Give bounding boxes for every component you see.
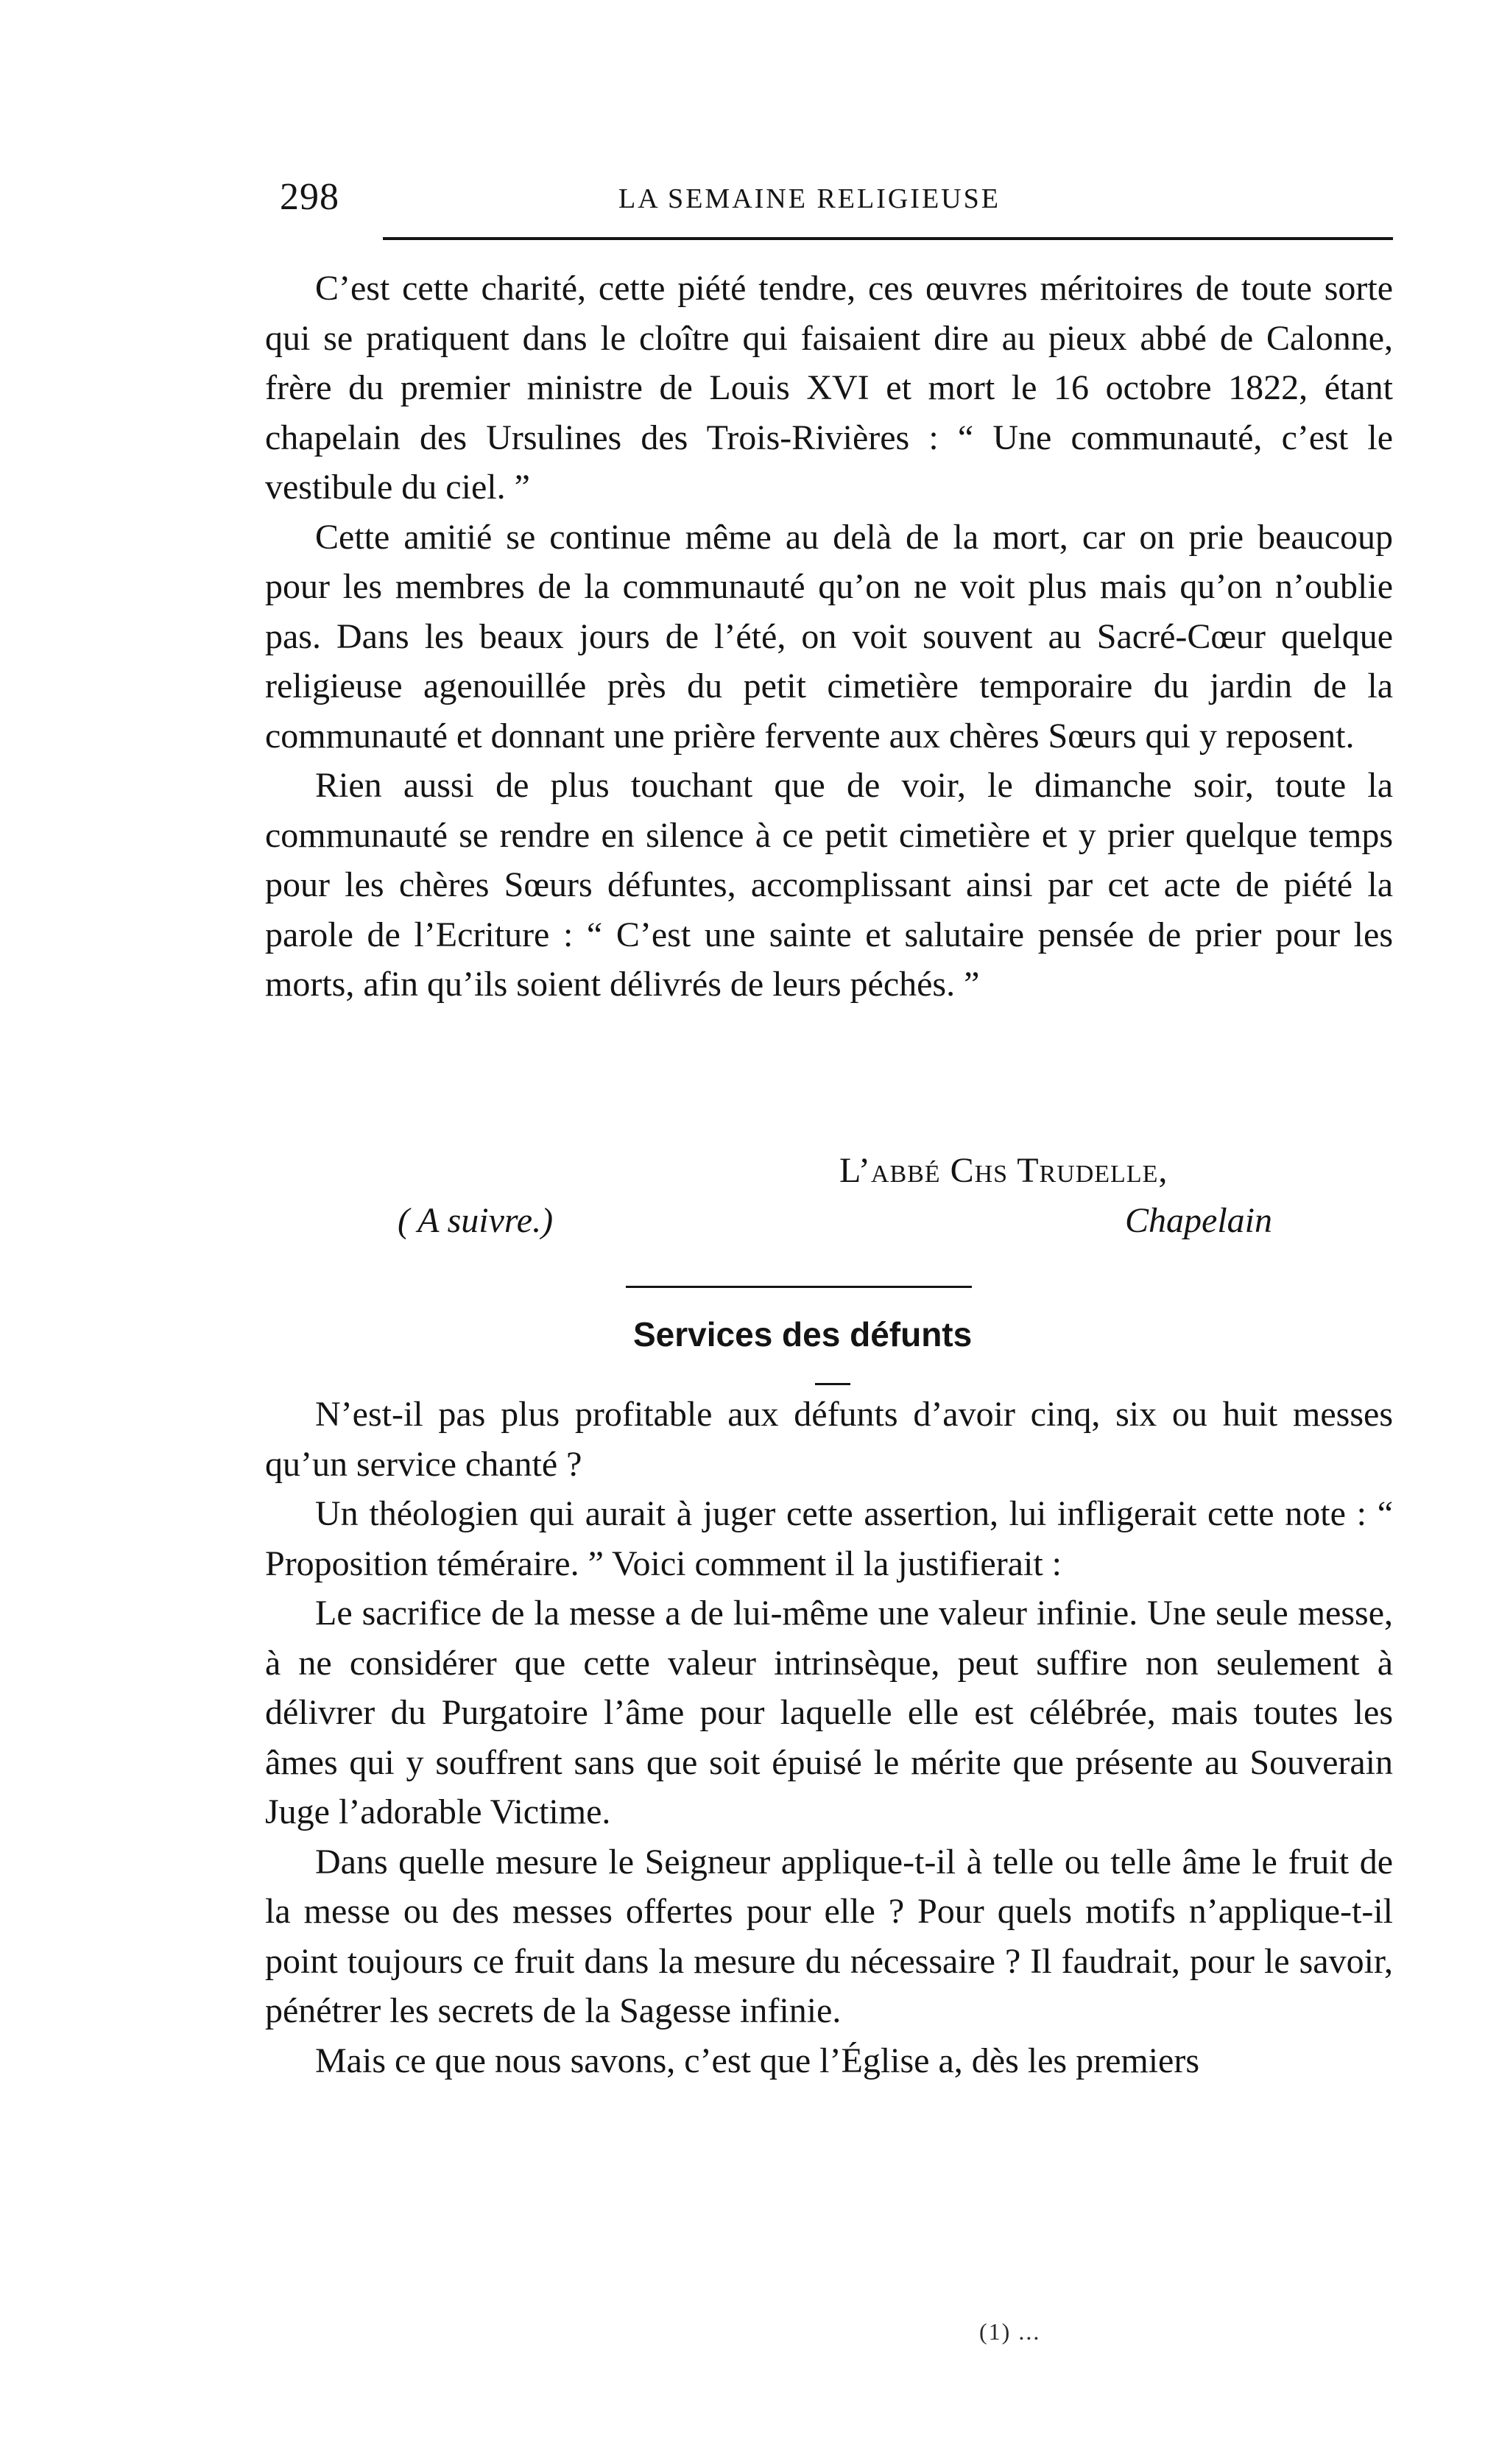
section-divider [626, 1286, 972, 1288]
paragraph: Cette amitié se continue même au delà de la mort, car on prie beaucoup pour les membres de la communauté qu’on ne voit plus mais qu’on n’oublie pas. Dans les beaux jours de l’été, on voit souvent au Sacré-Cœur quelque religieuse agenouillée près du petit cimetière temporaire du jardin de la communauté et donnant une prière fervente aux chères Sœurs qui y reposent. [265, 517, 1393, 756]
paragraph: Dans quelle mesure le Seigneur applique-t-il à telle ou telle âme le fruit de la messe ou des messes offertes pour elle ? Pour quels motifs n’applique-t-il point toujours ce fruit dans la mesure du nécessaire ? Il faudrait, pour le savoir, pénétrer les secrets de la Sagesse infinie. [265, 1842, 1393, 2030]
paragraph: Le sacrifice de la messe a de lui-même une valeur infinie. Une seule messe, à ne considérer que cette valeur intrinsèque, peut suffire non seulement à délivrer du Purgatoire l’âme pour laquelle elle est célébrée, mais toutes les âmes qui y souffrent sans que soit épuisé le mérite que présente au Souverain Juge l’adorable Victime. [265, 1594, 1393, 1831]
paragraph: Mais ce que nous savons, c’est que l’Église a, dès les premiers [315, 2041, 1200, 2080]
to-be-continued-note: ( A suivre.) [398, 1201, 554, 1240]
title-dash [815, 1383, 850, 1385]
paragraph: N’est-il pas plus profitable aux défunts d’avoir cinq, six ou huit messes qu’un service chanté ? [265, 1395, 1393, 1484]
section-body [265, 1390, 1393, 2085]
section-title: Services des défunts [633, 1315, 973, 1354]
page-header [280, 175, 1395, 227]
page-number: 298 [280, 176, 339, 218]
header-rule [383, 237, 1393, 240]
paragraph: Un théologien qui aurait à juger cette assertion, lui infligerait cette note : “ Proposition téméraire. ” Voici comment il la justifierait : [265, 1494, 1393, 1583]
paragraph: C’est cette charité, cette piété tendre, ces œuvres méritoires de toute sorte qui se pratiquent dans le cloître qui faisaient dire au pieux abbé de Calonne, frère du premier ministre de Louis XVI et mort le 16 octobre 1822, étant chapelain des Ursulines des Trois-Rivières : “ Une communauté, c’est le vestibule du ciel. ” [265, 269, 1393, 507]
footnote: (1) ... [979, 2318, 1041, 2345]
author-role: Chapelain [1125, 1201, 1272, 1240]
author-signature: L’abbé Chs Trudelle, [839, 1151, 1168, 1190]
running-title: LA SEMAINE RELIGIEUSE [618, 183, 1001, 214]
paragraph: Rien aussi de plus touchant que de voir, le dimanche soir, toute la communauté se rendre en silence à ce petit cimetière et y prier quelque temps pour les chères Sœurs défuntes, accomplissant ainsi par cet acte de piété la parole de l’Ecriture : “ C’est une sainte et salutaire pensée de prier pour les morts, afin qu’ils soient délivrés de leurs péchés. ” [265, 766, 1393, 1004]
article-continuation [265, 264, 1393, 1010]
